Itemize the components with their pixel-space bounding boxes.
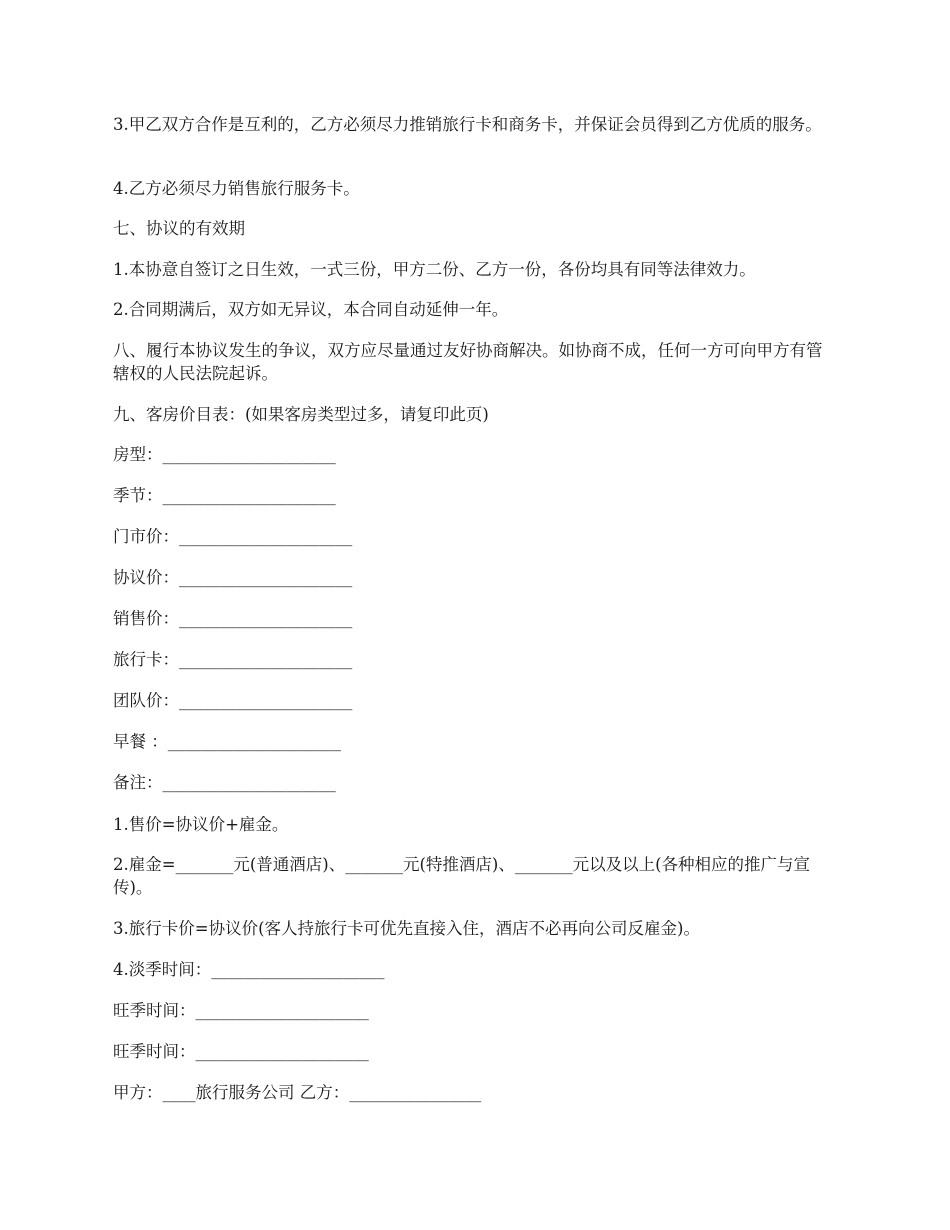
note-sale-price-formula: 1.售价=协议价+雇金。 [113,815,289,834]
field-sale-rate: 销售价：_____________________ [113,609,353,628]
note-travel-card-price: 3.旅行卡价=协议价(客人持旅行卡可优先直接入住，酒店不必再向公司反雇金)。 [113,919,700,938]
section-heading-validity: 七、协议的有效期 [113,219,245,238]
note-commission-rates: 2.雇金=_______元(普通酒店)、_______元(特推酒店)、_______元以及以上(各种相应的推广与宣传)。 [113,855,811,897]
clause-sell-travel-card: 4.乙方必须尽力销售旅行服务卡。 [113,179,360,198]
field-breakfast: 早餐 ：_____________________ [113,732,341,751]
section-heading-room-rates: 九、客房价目表：(如果客房类型过多，请复印此页) [113,405,489,424]
field-room-type: 房型：_____________________ [113,445,336,464]
signature-parties-line: 甲方：____旅行服务公司 乙方：________________ [113,1083,482,1102]
section-dispute-resolution: 八、履行本协议发生的争议，双方应尽量通过友好协商解决。如协商不成，任何一方可向甲方有管辖权的人民法院起诉。 [113,341,823,383]
field-season: 季节：_____________________ [113,486,336,505]
field-high-season-period-2: 旺季时间：_____________________ [113,1042,369,1061]
field-high-season-period-1: 旺季时间：_____________________ [113,1001,369,1020]
field-travel-card-rate: 旅行卡：_____________________ [113,650,353,669]
field-agreed-rate: 协议价：_____________________ [113,568,353,587]
field-group-rate: 团队价：_____________________ [113,691,353,710]
field-low-season-period: 4.淡季时间：_____________________ [113,960,385,979]
clause-cooperation-mutual-benefit: 3.甲乙双方合作是互利的，乙方必须尽力推销旅行卡和商务卡，并保证会员得到乙方优质的服务。 [113,115,822,134]
clause-auto-extension: 2.合同期满后，双方如无异议，本合同自动延伸一年。 [113,300,509,319]
field-remarks: 备注：_____________________ [113,773,336,792]
field-rack-rate: 门市价：_____________________ [113,527,353,546]
clause-effective-date: 1.本协意自签订之日生效，一式三份，甲方二份、乙方一份，各份均具有同等法律效力。 [113,260,756,279]
